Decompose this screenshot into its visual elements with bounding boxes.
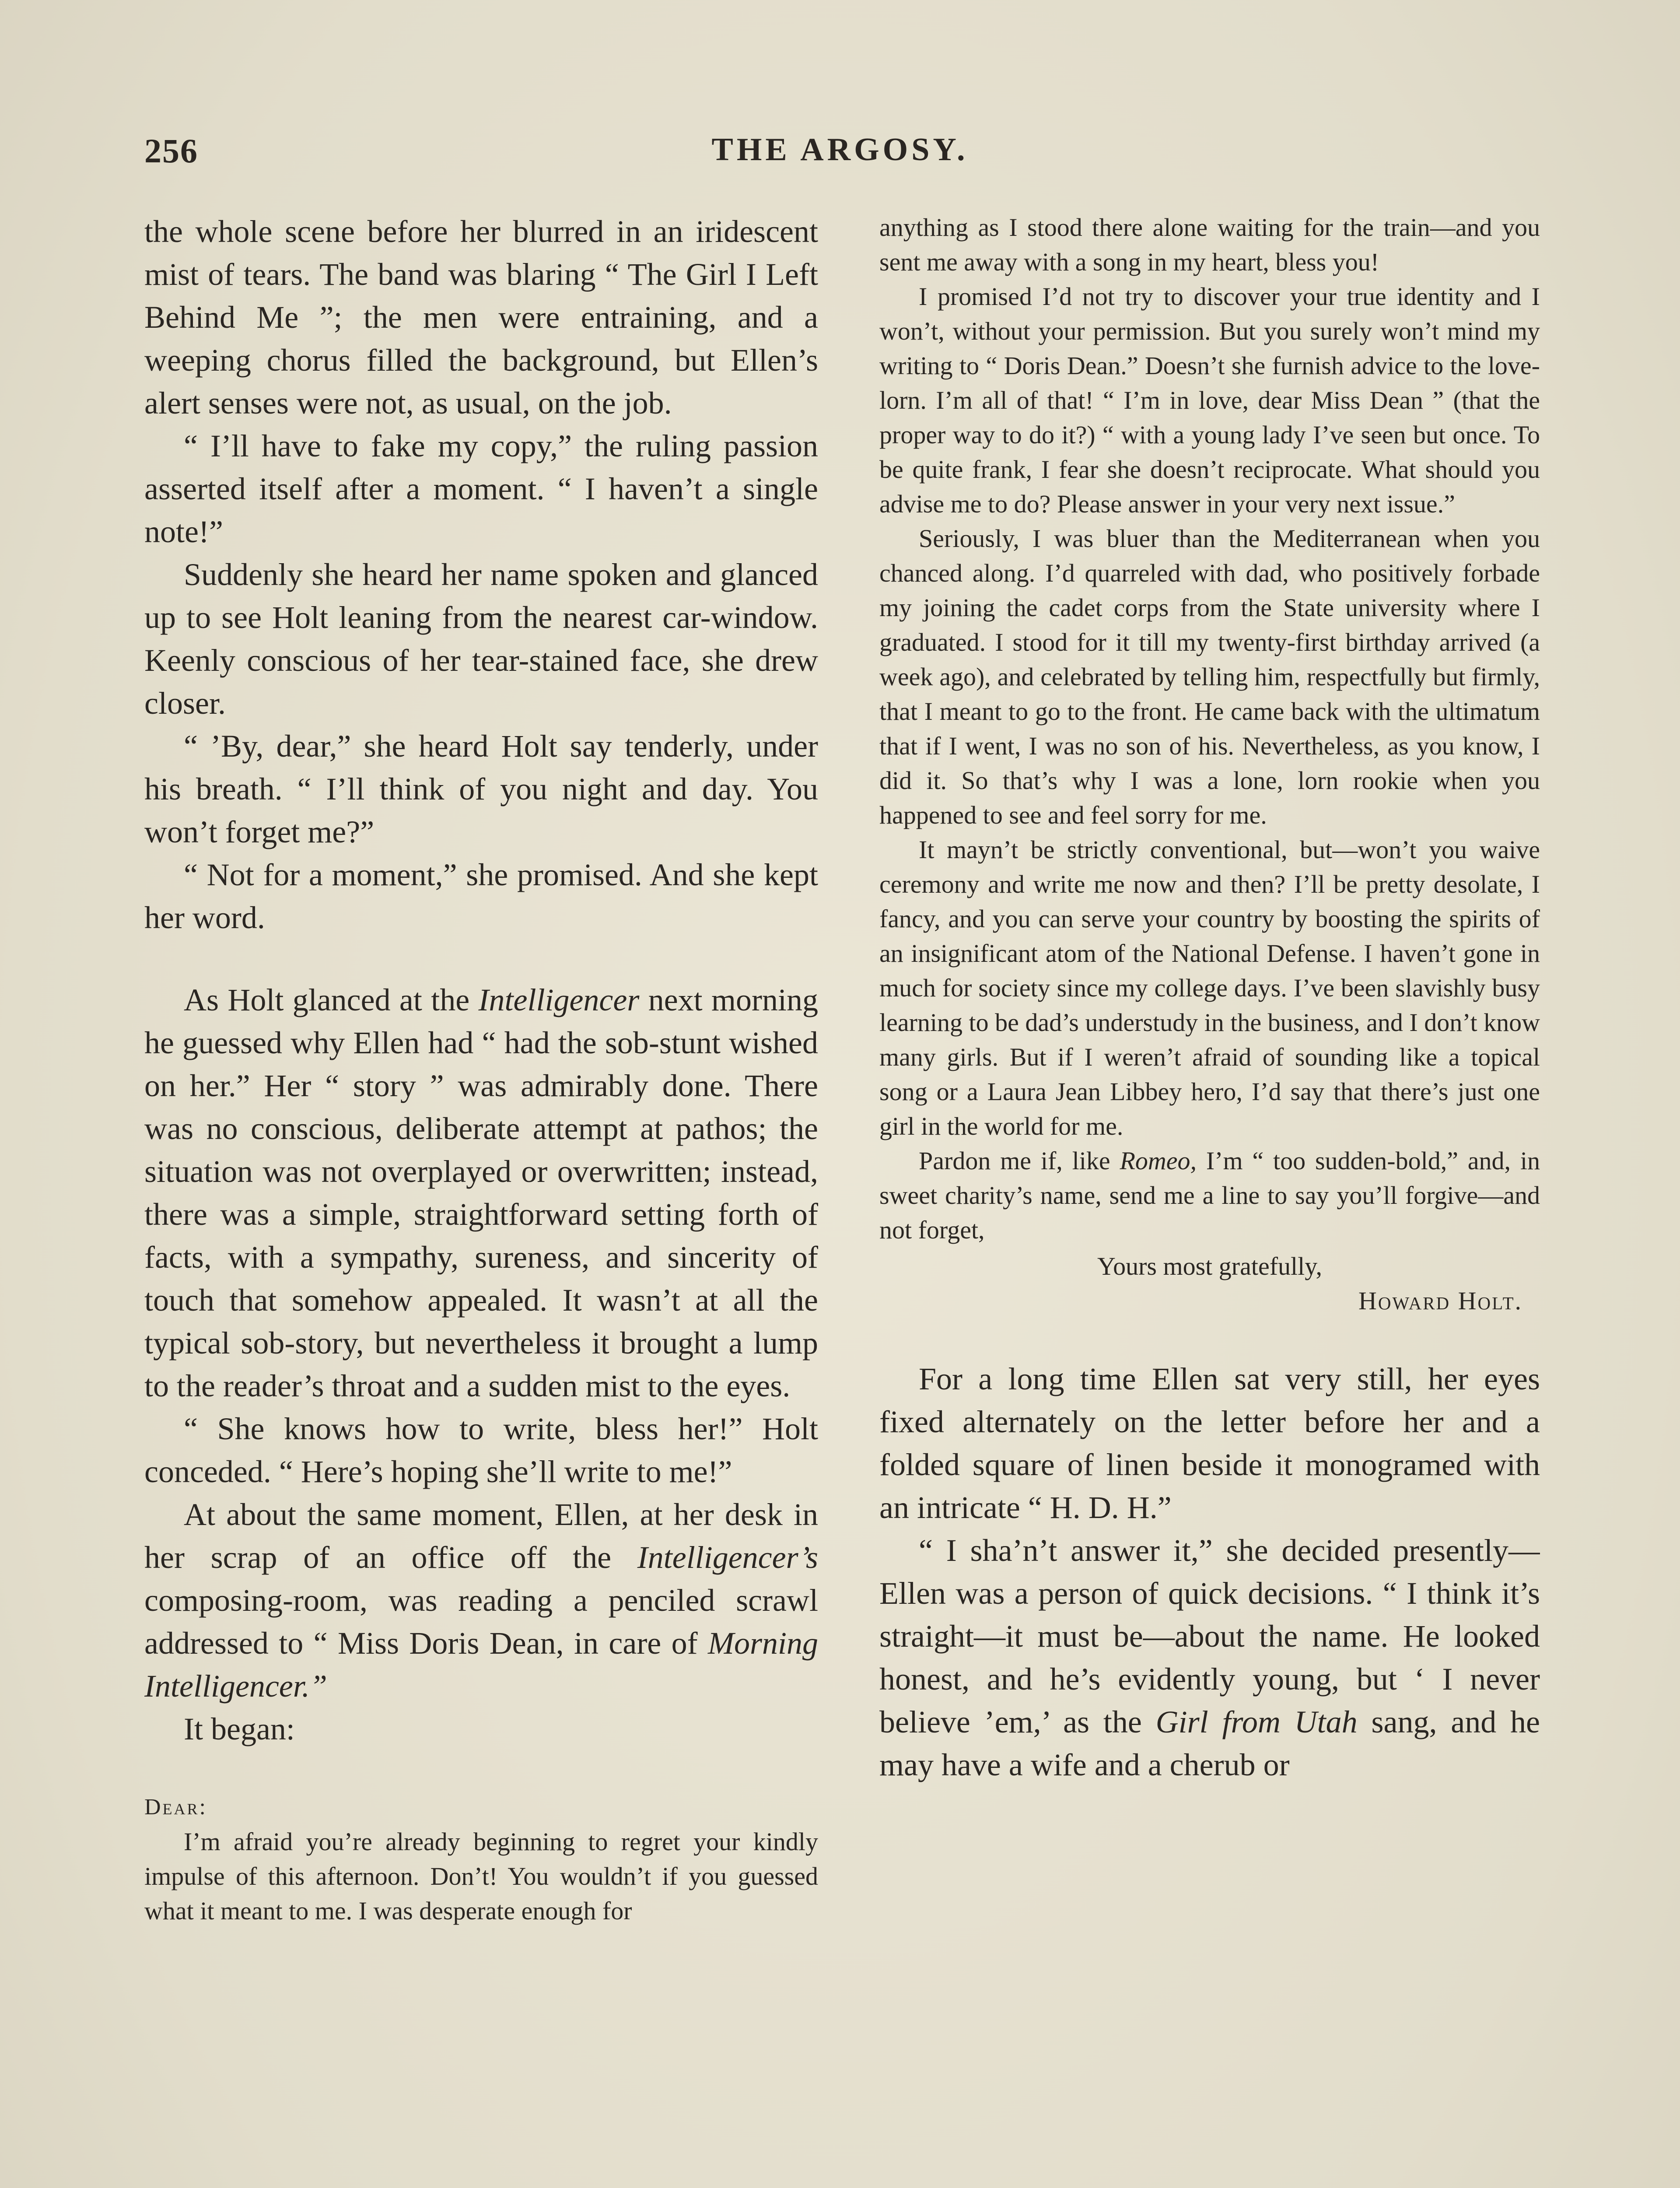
letter-closing: Yours most gratefully, — [1097, 1252, 1322, 1280]
paragraph: “ Not for a moment,” she promised. And she kept her word. — [144, 857, 818, 935]
page-number: 256 — [144, 132, 198, 170]
letter-spacer — [144, 1750, 818, 1790]
paragraph: Suddenly she heard her name spoken and glanced up to see Holt leaning from the nearest car-window. Keenly conscious of her tear-stained face, she drew closer. — [144, 557, 818, 721]
publication-title: Intelligencer — [478, 982, 640, 1017]
letter-paragraph: Pardon me if, like Romeo, I’m “ too sudden-bold,” and, in sweet charity’s name, send me a line to say you’ll forgive—and not forget, — [879, 1147, 1540, 1244]
letter-paragraph: Seriously, I was bluer than the Mediterranean when you chanced along. I’d quarreled with dad, who positively forbade my joining the cadet corps from the State university where I graduated. I stood for it till my twenty-first birthday arrived (a week ago), and celebrated by telling him, respectfully but firmly, that I meant to go to the front. He came back with the ultimatum that if I went, I was no son of his. Nevertheless, as you know, I did it. So that’s why I was a lone, lorn rookie when you happened to see and feel sorry for me. — [879, 524, 1540, 829]
publication-title: Morning Intelligencer.” — [144, 1626, 818, 1704]
letter-paragraph: I promised I’d not try to discover your true identity and I won’t, without your permission. But you surely won’t mind my writing to “ Doris Dean.” Doesn’t she furnish advice to the love-lorn. I’m all of that! “ I’m in love, dear Miss Dean ” (that the proper way to do it?) “ with a young lady I’ve seen but once. To be quite frank, I fear she doesn’t reciprocate. What should you advise me to do? Please answer in your very next issue.” — [879, 282, 1540, 518]
paragraph: “ I sha’n’t answer it,” she decided presently—Ellen was a person of quick decisions. “ I think it’s straight—it must be—about the name. He looked honest, and he’s evidently young, but ‘ I never believe ’em,’ as the Girl from Utah sang, and he may have a wife and a cherub or — [879, 1533, 1540, 1782]
paragraph: “ She knows how to write, bless her!” Holt conceded. “ Here’s hoping she’ll write to me!” — [144, 1411, 818, 1489]
section-break — [144, 939, 818, 978]
paragraph: It began: — [184, 1711, 295, 1746]
paragraph: “ ’By, dear,” she heard Holt say tenderly, under his breath. “ I’ll think of you night and day. You won’t forget me?” — [144, 729, 818, 849]
paragraph: the whole scene before her blurred in an iridescent mist of tears. The band was blaring “ The Girl I Left Behind Me ”; the men were entraining, and a weeping chorus filled the background, but Ellen’s alert senses were not, as usual, on the job. — [144, 214, 818, 421]
left-column — [144, 210, 818, 2188]
show-title: Girl from Utah — [1155, 1704, 1358, 1739]
letter-paragraph: anything as I stood there alone waiting for the train—and you sent me away with a song in my heart, bless you! — [879, 213, 1540, 276]
running-head: THE ARGOSY. — [711, 132, 969, 168]
letter-paragraph: It mayn’t be strictly conventional, but—won’t you waive ceremony and write me now and then? I’ll be pretty desolate, I fancy, and you can serve your country by boosting the spirits of an insignificant atom of the National Defense. I haven’t gone in much for society since my college days. I’ve been slavishly busy learning to be dad’s understudy in the business, and I don’t know many girls. But if I weren’t afraid of sounding like a topical song or a Laura Jean Libbey hero, I’d say that there’s just one girl in the world for me. — [879, 835, 1540, 1140]
paragraph: “ I’ll have to fake my copy,” the ruling passion asserted itself after a moment. “ I haven’t a single note!” — [144, 428, 818, 549]
paragraph: For a long time Ellen sat very still, her eyes fixed alternately on the letter before her and a folded square of linen beside it monogramed with an intricate “ H. D. H.” — [879, 1361, 1540, 1525]
publication-title: Intelligencer’s — [637, 1540, 818, 1575]
letter-paragraph: I’m afraid you’re already beginning to regret your kindly impulse of this afternoon. Don’t! You wouldn’t if you guessed what it meant to me. I was desperate enough for — [144, 1827, 818, 1925]
section-break — [879, 1318, 1540, 1357]
letter-salutation: Dear: — [144, 1795, 207, 1820]
paragraph: At about the same moment, Ellen, at her desk in her scrap of an office off the Intelligencer’s composing-room, was reading a penciled scrawl addressed to “ Miss Doris Dean, in care of Morning Intelligencer.” — [144, 1497, 818, 1704]
character-name: Romeo, — [1120, 1147, 1197, 1175]
right-column — [879, 210, 1540, 2188]
page-header — [144, 131, 1536, 179]
paragraph: As Holt glanced at the Intelligencer next morning he guessed why Ellen had “ had the sob-stunt wished on her.” Her “ story ” was admirably done. There was no conscious, deliberate attempt at pathos; the situation was not overplayed or overwritten; instead, there was a simple, straightforward setting forth of facts, with a sympathy, sureness, and sincerity of touch that somehow appealed. It wasn’t at all the typical sob-story, but nevertheless it brought a lump to the reader’s throat and a sudden mist to the eyes. — [144, 982, 818, 1403]
letter-signature: Howard Holt. — [1358, 1287, 1522, 1315]
